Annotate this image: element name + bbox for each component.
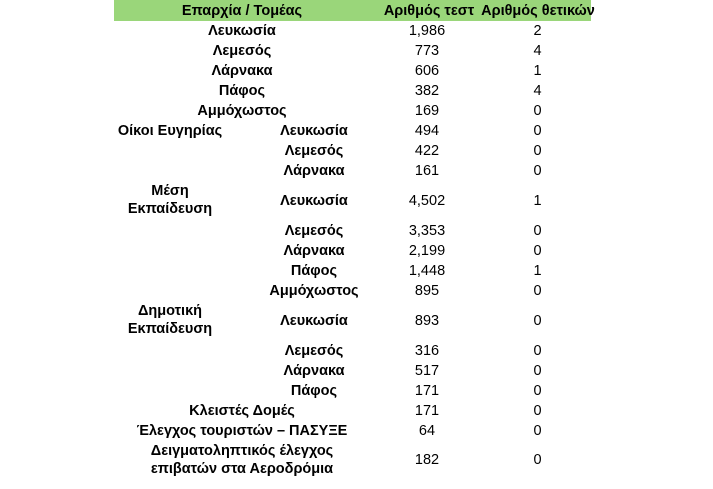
row-positives: 0 bbox=[533, 163, 542, 179]
table-row bbox=[114, 61, 591, 81]
row-label: Κλειστές Δομές bbox=[189, 403, 295, 419]
row-tests: 169 bbox=[414, 103, 440, 119]
row-tests: 4,502 bbox=[408, 193, 446, 209]
row-label: Έλεγχος τουριστών – ΠΑΣΥΞΕ bbox=[136, 423, 348, 439]
row-tests: 171 bbox=[414, 403, 440, 419]
results-table bbox=[114, 0, 595, 479]
row-tests: 517 bbox=[414, 363, 440, 379]
row-tests: 382 bbox=[414, 83, 440, 99]
row-label: Λευκωσία bbox=[208, 23, 276, 39]
row-tests: 895 bbox=[414, 283, 440, 299]
row-positives: 0 bbox=[533, 313, 542, 329]
row-positives: 0 bbox=[533, 343, 542, 359]
row-tests: 773 bbox=[414, 43, 440, 59]
table-row bbox=[114, 381, 591, 401]
row-positives: 0 bbox=[533, 143, 542, 159]
row-tests: 316 bbox=[414, 343, 440, 359]
table-row bbox=[114, 141, 591, 161]
category-secondary-education: Μέση Εκπαίδευση bbox=[127, 183, 213, 217]
row-positives: 0 bbox=[533, 452, 542, 468]
row-label: Λευκωσία bbox=[280, 123, 348, 139]
row-tests: 161 bbox=[414, 163, 440, 179]
table-row bbox=[114, 281, 591, 301]
table-row bbox=[114, 341, 591, 361]
row-label: Λάρνακα bbox=[283, 363, 345, 379]
table-row bbox=[114, 41, 591, 61]
row-label: Λάρνακα bbox=[283, 243, 345, 259]
table-row bbox=[114, 221, 591, 241]
row-label: Αμμόχωστος bbox=[197, 103, 287, 119]
row-label: Λευκωσία bbox=[280, 313, 348, 329]
header-tests: Αριθμός τεστ bbox=[383, 2, 475, 19]
row-positives: 0 bbox=[533, 103, 542, 119]
table-row bbox=[114, 121, 591, 141]
category-care-homes: Οίκοι Ευγηρίας bbox=[117, 123, 223, 139]
row-positives: 0 bbox=[533, 223, 542, 239]
row-positives: 4 bbox=[533, 43, 542, 59]
row-tests: 422 bbox=[414, 143, 440, 159]
table-row bbox=[114, 421, 591, 441]
table-row bbox=[114, 181, 591, 221]
table-row bbox=[114, 241, 591, 261]
table-row bbox=[114, 161, 591, 181]
row-label: Λευκωσία bbox=[280, 193, 348, 209]
row-label: Λεμεσός bbox=[284, 143, 344, 159]
row-label: Δειγματοληπτικός έλεγχος επιβατών στα Αεροδρόμια bbox=[150, 443, 334, 477]
row-positives: 1 bbox=[533, 63, 542, 79]
row-tests: 64 bbox=[418, 423, 436, 439]
header-positives: Αριθμός θετικών bbox=[481, 2, 595, 19]
row-label: Αμμόχωστος bbox=[269, 283, 359, 299]
row-positives: 1 bbox=[533, 193, 542, 209]
table-row bbox=[114, 261, 591, 281]
row-positives: 0 bbox=[533, 363, 542, 379]
row-tests: 182 bbox=[414, 452, 440, 468]
row-positives: 0 bbox=[533, 403, 542, 419]
row-positives: 0 bbox=[533, 243, 542, 259]
row-tests: 1,986 bbox=[408, 23, 446, 39]
row-label: Πάφος bbox=[218, 83, 266, 99]
table-row bbox=[114, 441, 591, 479]
row-tests: 606 bbox=[414, 63, 440, 79]
row-positives: 0 bbox=[533, 383, 542, 399]
table-row bbox=[114, 361, 591, 381]
row-positives: 0 bbox=[533, 423, 542, 439]
row-tests: 893 bbox=[414, 313, 440, 329]
row-label: Πάφος bbox=[290, 383, 338, 399]
row-positives: 0 bbox=[533, 123, 542, 139]
row-tests: 494 bbox=[414, 123, 440, 139]
table-row bbox=[114, 21, 591, 41]
row-positives: 2 bbox=[533, 23, 542, 39]
row-tests: 171 bbox=[414, 383, 440, 399]
row-label: Λεμεσός bbox=[212, 43, 272, 59]
table-row bbox=[114, 301, 591, 341]
table-row bbox=[114, 101, 591, 121]
row-positives: 0 bbox=[533, 283, 542, 299]
table-row bbox=[114, 401, 591, 421]
row-positives: 1 bbox=[533, 263, 542, 279]
row-tests: 2,199 bbox=[408, 243, 446, 259]
row-label: Λεμεσός bbox=[284, 343, 344, 359]
row-label: Πάφος bbox=[290, 263, 338, 279]
header-region: Επαρχία / Τομέας bbox=[181, 2, 303, 19]
row-label: Λάρνακα bbox=[283, 163, 345, 179]
row-tests: 1,448 bbox=[408, 263, 446, 279]
category-primary-education: Δημοτική Εκπαίδευση bbox=[127, 303, 213, 337]
row-tests: 3,353 bbox=[408, 223, 446, 239]
table-row bbox=[114, 81, 591, 101]
row-label: Λάρνακα bbox=[211, 63, 273, 79]
row-label: Λεμεσός bbox=[284, 223, 344, 239]
row-positives: 4 bbox=[533, 83, 542, 99]
table-header bbox=[114, 0, 595, 21]
